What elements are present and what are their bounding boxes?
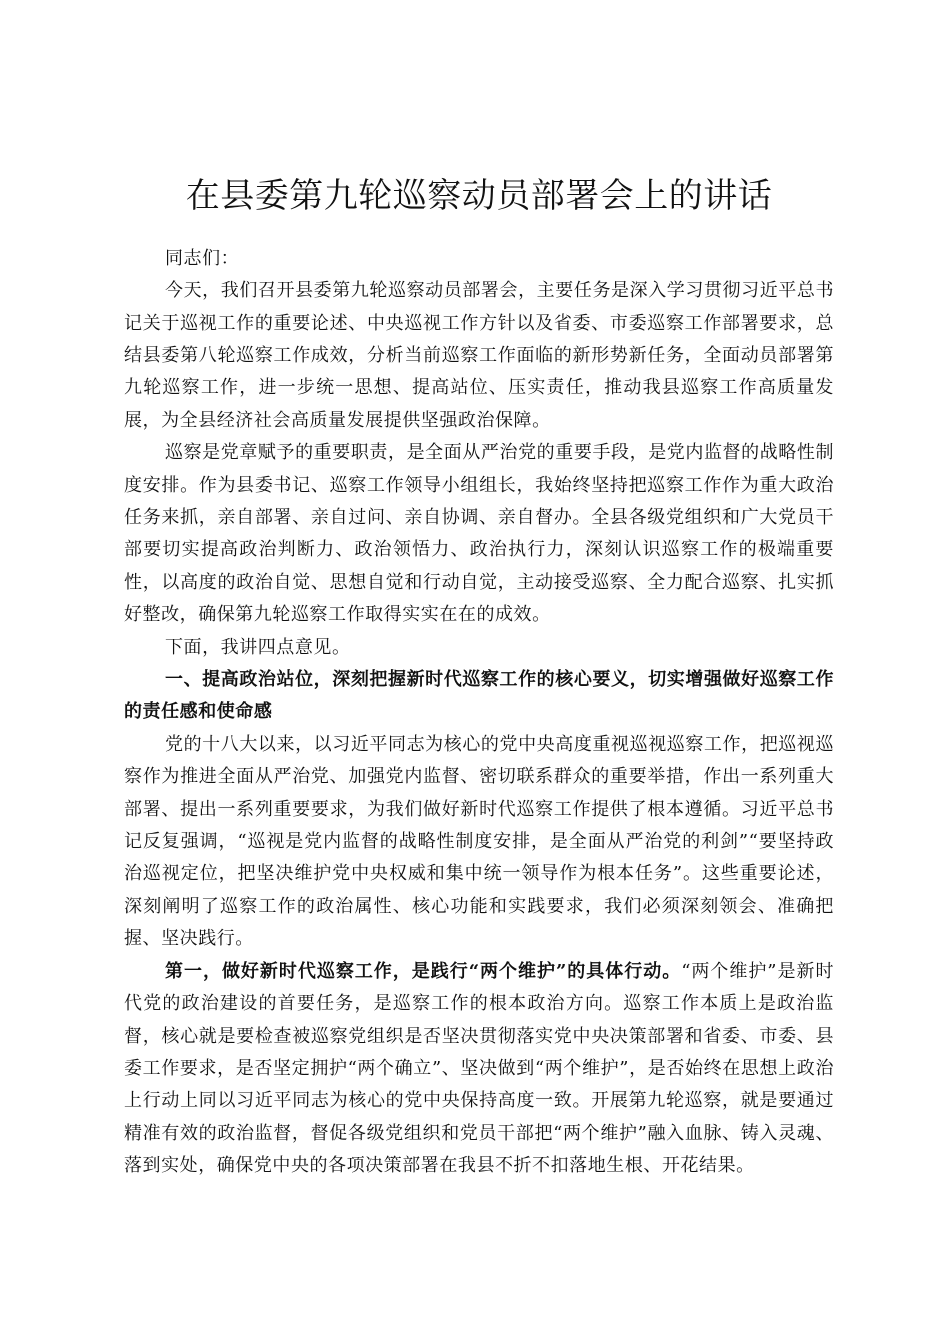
paragraph-importance: 巡察是党章赋予的重要职责，是全面从严治党的重要手段，是党内监督的战略性制度安排。作为县委书记、巡察工作领导小组组长，我始终坚持把巡察工作作为重大政治任务来抓，亲自部署、亲自过问、亲自协调、亲自督办。全县各级党组织和广大党员干部要切实提高政治判断力、政治领悟力、政治执行力，深刻认识巡察工作的极端重要性，以高度的政治自觉、思想自觉和行动自觉，主动接受巡察、全力配合巡察、扎实抓好整改，确保第九轮巡察工作取得实实在在的成效。 (124, 442, 834, 626)
paragraph-background: 党的十八大以来，以习近平同志为核心的党中央高度重视巡视巡察工作，把巡视巡察作为推进全面从严治党、加强党内监督、密切联系群众的重要举措，作出一系列重大部署、提出一系列重要要求，为我们做好新时代巡察工作提供了根本遵循。习近平总书记反复强调，“巡视是党内监督的战略性制度安排，是全面从严治党的利剑”“要坚持政治巡视定位，把坚决维护党中央权威和集中统一领导作为根本任务”。这些重要论述，深刻阐明了巡察工作的政治属性、核心功能和实践要求，我们必须深刻领会、准确把握、坚决践行。 (124, 733, 834, 950)
salutation: 同志们： (165, 247, 240, 269)
page-title: 在县委第九轮巡察动员部署会上的讲话 (185, 176, 773, 216)
paragraph-first-point (124, 956, 834, 1183)
document-page (124, 0, 834, 1183)
section-heading-one: 一、提高政治站位，深刻把握新时代巡察工作的核心要义，切实增强做好巡察工作的责任感和使命感 (124, 669, 834, 723)
paragraph-transition: 下面，我讲四点意见。 (165, 636, 351, 658)
first-point-lead: 第一，做好新时代巡察工作，是践行“两个维护”的具体行动。 (165, 960, 682, 982)
paragraph-opening: 今天，我们召开县委第九轮巡察动员部署会，主要任务是深入学习贯彻习近平总书记关于巡视工作的重要论述、中央巡视工作方针以及省委、市委巡察工作部署要求，总结县委第八轮巡察工作成效，分析当前巡察工作面临的新形势新任务，全面动员部署第九轮巡察工作，进一步统一思想、提高站位、压实责任，推动我县巡察工作高质量发展，为全县经济社会高质量发展提供坚强政治保障。 (124, 280, 834, 431)
first-point-body: “两个维护”是新时代党的政治建设的首要任务，是巡察工作的根本政治方向。巡察工作本质上是政治监督，核心就是要检查被巡察党组织是否坚决贯彻落实党中央决策部署和省委、市委、县委工作要求，是否坚定拥护“两个确立”、坚决做到“两个维护”，是否始终在思想上政治上行动上同以习近平同志为核心的党中央保持高度一致。开展第九轮巡察，就是要通过精准有效的政治监督，督促各级党组织和党员干部把“两个维护”融入血脉、铸入灵魂、落到实处，确保党中央的各项决策部署在我县不折不扣落地生根、开花结果。 (124, 960, 834, 1177)
